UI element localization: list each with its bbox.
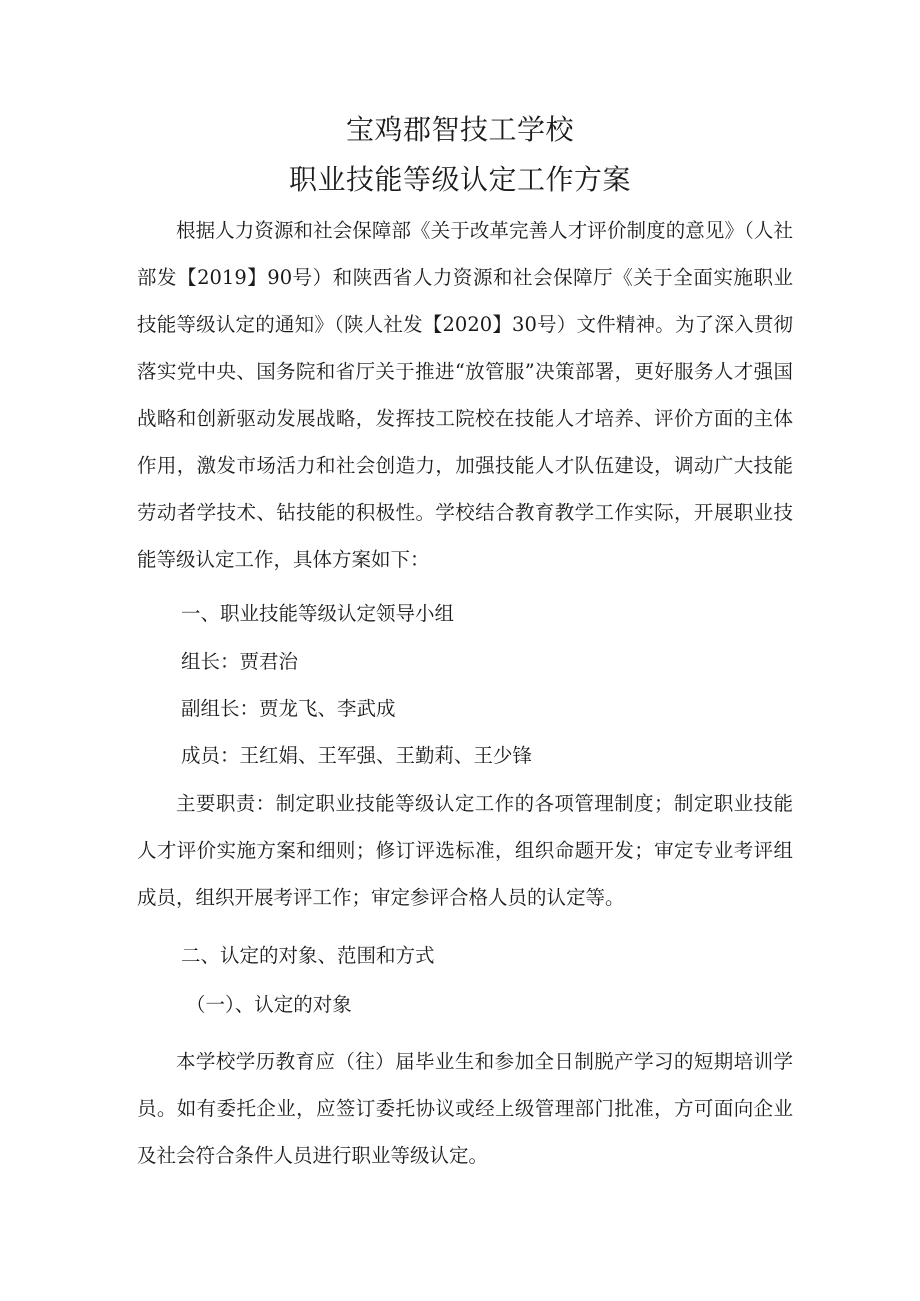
- deputy-leaders-line: 副组长：贾龙飞、李武成: [181, 697, 396, 720]
- intro-paragraph: 根据人力资源和社会保障部《关于改革完善人才评价制度的意见》（人社部发【2019】90号）和陕西省人力资源和社会保障厅《关于全面实施职业技能等级认定的通知》（陕人社发【2020】30号）文件精神。为了深入贯彻落实党中央、国务院和省厅关于推进“放管服”决策部署，更好服务人才强国战略和创新驱动发展战略，发挥技工院校在技能人才培养、评价方面的主体作用，激发市场活力和社会创造力，加强技能人才队伍建设，调动广大技能劳动者学技术、钻技能的积极性。学校结合教育教学工作实际，开展职业技能等级认定工作，具体方案如下：: [137, 219, 793, 571]
- duties-paragraph: 主要职责：制定职业技能等级认定工作的各项管理制度；制定职业技能人才评价实施方案和细则；修订评选标准，组织命题开发；审定专业考评组成员，组织开展考评工作；审定参评合格人员的认定等。: [137, 792, 793, 909]
- document-title-plan: 职业技能等级认定工作方案: [288, 163, 631, 196]
- section2-heading: 二、认定的对象、范围和方式: [181, 944, 435, 967]
- members-line: 成员：王红娟、王军强、王勤莉、王少锋: [181, 744, 533, 767]
- section1-heading: 一、职业技能等级认定领导小组: [181, 602, 455, 625]
- leader-line: 组长：贾君治: [181, 650, 299, 673]
- subsection1-heading: （一）、认定的对象: [186, 993, 352, 1016]
- document-title-school: 宝鸡郡智技工学校: [345, 113, 574, 146]
- target-paragraph: 本学校学历教育应（往）届毕业生和参加全日制脱产学习的短期培训学员。如有委托企业，应签订委托协议或经上级管理部门批准，方可面向企业及社会符合条件人员进行职业等级认定。: [137, 1050, 793, 1167]
